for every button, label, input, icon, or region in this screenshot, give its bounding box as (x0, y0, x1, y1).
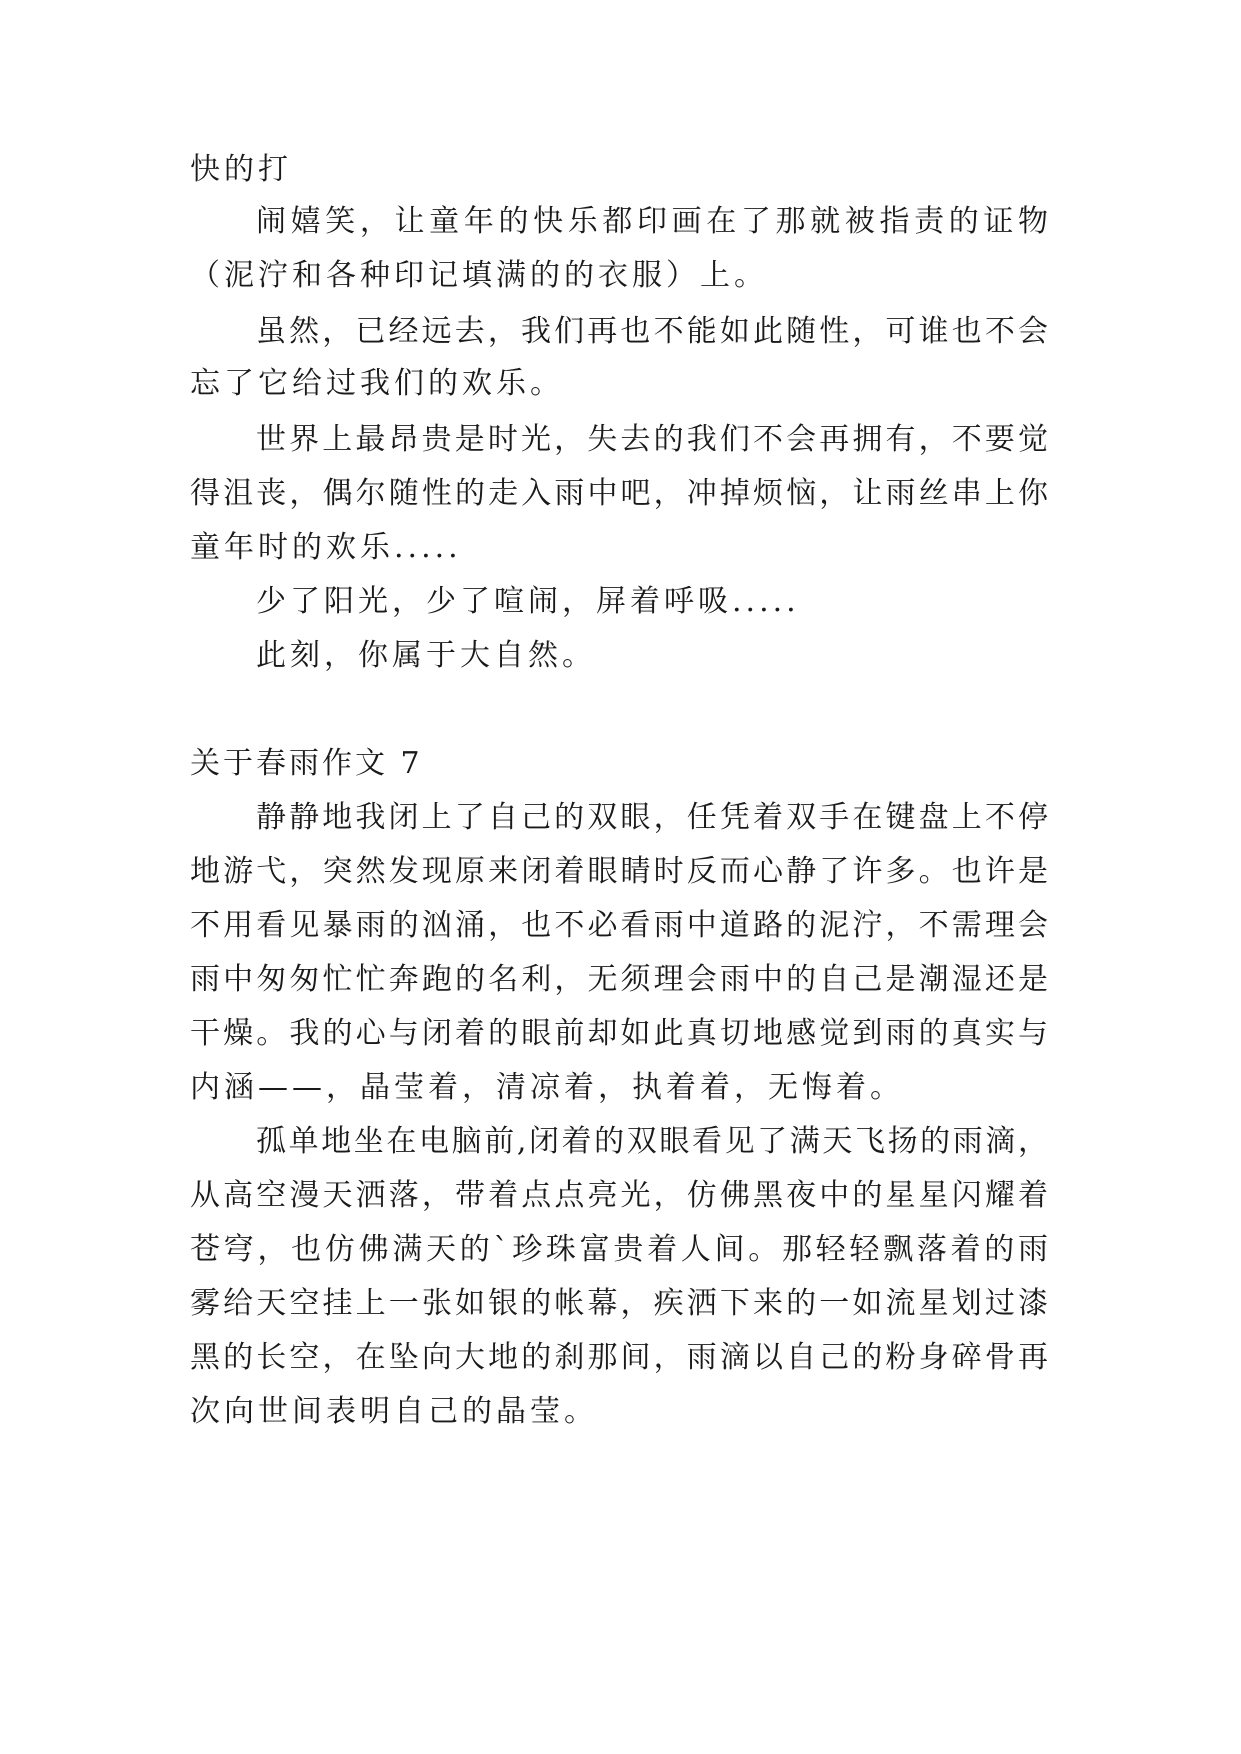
paragraph-line: 孤单地坐在电脑前,闭着的双眼看见了满天飞扬的雨滴， (256, 1124, 1048, 1159)
paragraph-line: 不用看见暴雨的汹涌，也不必看雨中道路的泥泞，不需理会 (190, 908, 1048, 943)
text-line: 快的打 (190, 152, 292, 187)
paragraph-line: 雾给天空挂上一张如银的帐幕，疾洒下来的一如流星划过漆 (190, 1286, 1048, 1321)
paragraph-line: 苍穹，也仿佛满天的`珍珠富贵着人间。那轻轻飘落着的雨 (190, 1232, 1048, 1267)
paragraph-line: 黑的长空，在坠向大地的刹那间，雨滴以自己的粉身碎骨再 (190, 1340, 1048, 1375)
paragraph-line: 静静地我闭上了自己的双眼，任凭着双手在键盘上不停 (256, 800, 1048, 835)
paragraph-line: 干燥。我的心与闭着的眼前却如此真切地感觉到雨的真实与 (190, 1016, 1048, 1051)
section-heading: 关于春雨作文 7 (190, 746, 423, 781)
paragraph-line: 少了阳光，少了喧闹，屏着呼吸..... (256, 584, 800, 619)
paragraph-line: 内涵——，晶莹着，清凉着，执着着，无悔着。 (190, 1070, 904, 1105)
paragraph-line: 童年时的欢乐..... (190, 530, 462, 565)
paragraph-line: 雨中匆匆忙忙奔跑的名利，无须理会雨中的自己是潮湿还是 (190, 962, 1048, 997)
paragraph-line: 次向世间表明自己的晶莹。 (190, 1394, 598, 1429)
paragraph-line: 此刻，你属于大自然。 (256, 638, 596, 673)
paragraph-line: 从高空漫天洒落，带着点点亮光，仿佛黑夜中的星星闪耀着 (190, 1178, 1048, 1213)
paragraph-line: 闹嬉笑，让童年的快乐都印画在了那就被指责的证物 (256, 204, 1048, 239)
paragraph-line: 虽然，已经远去，我们再也不能如此随性，可谁也不会 (256, 314, 1048, 349)
paragraph-line: 地游弋，突然发现原来闭着眼睛时反而心静了许多。也许是 (190, 854, 1048, 889)
paragraph-line: 得沮丧，偶尔随性的走入雨中吧，冲掉烦恼，让雨丝串上你 (190, 476, 1048, 511)
paragraph-line: （泥泞和各种印记填满的的衣服）上。 (190, 258, 768, 293)
paragraph-line: 忘了它给过我们的欢乐。 (190, 366, 564, 401)
paragraph-line: 世界上最昂贵是时光，失去的我们不会再拥有，不要觉 (256, 422, 1048, 457)
